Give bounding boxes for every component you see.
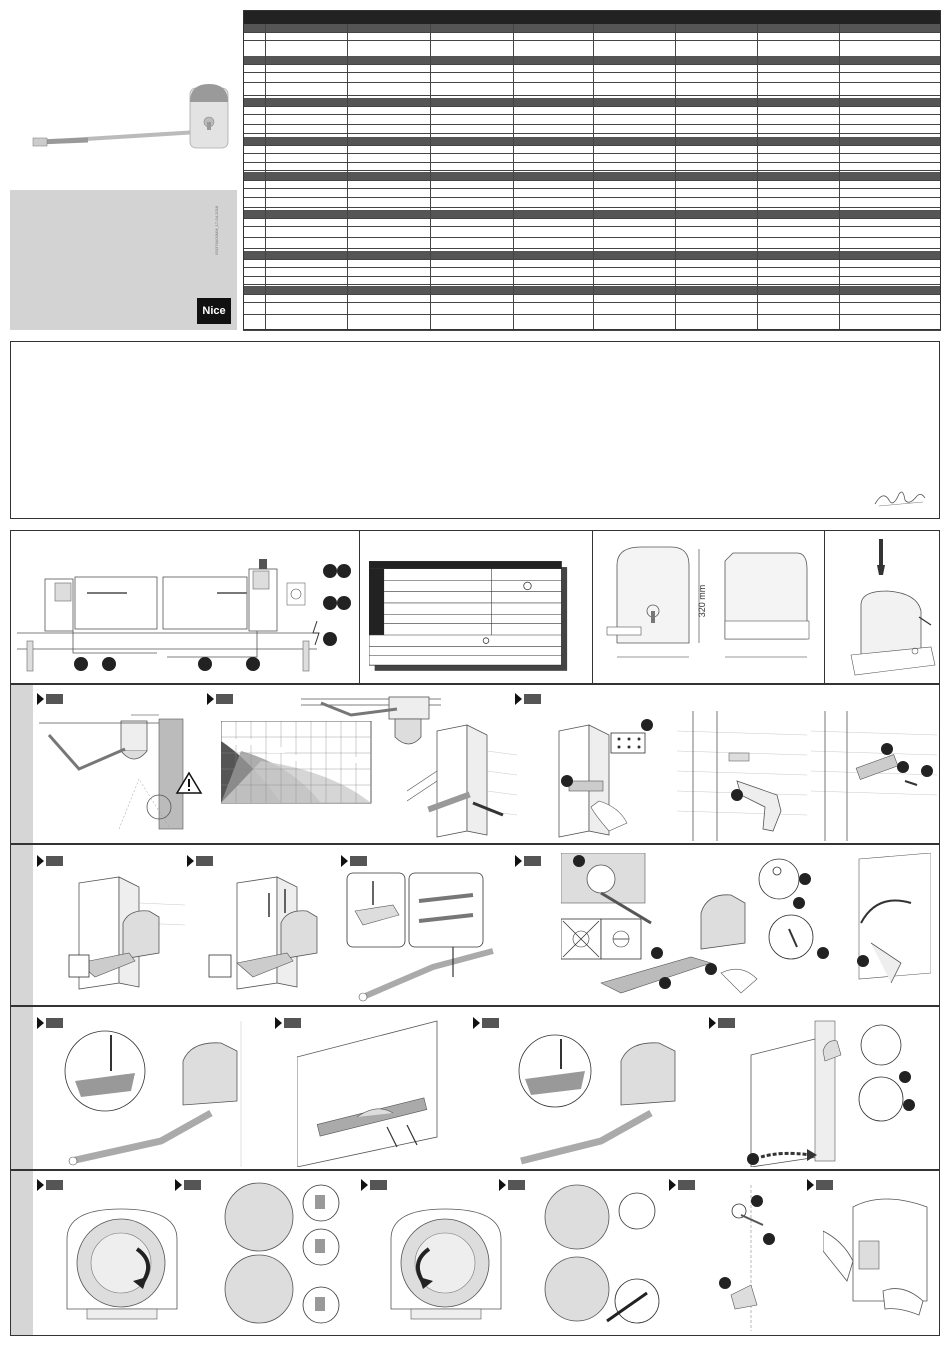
arm-pin-illustration — [51, 1021, 271, 1167]
step-marker — [709, 1017, 735, 1029]
unlock-illustration — [561, 853, 931, 1003]
installation-row-1 — [10, 684, 940, 844]
step-marker — [515, 693, 541, 705]
step-marker — [499, 1179, 525, 1191]
lock-illustration — [701, 1185, 791, 1331]
step-marker — [37, 1179, 63, 1191]
limit-disc-open-illustration — [57, 1199, 187, 1329]
bracket-marking-illustration — [539, 711, 659, 841]
bracket-fixing-illustration — [811, 711, 937, 841]
height-dimension-label: 320 mm — [697, 584, 707, 618]
arm-clearance-illustration — [39, 709, 207, 839]
row-stripe — [11, 685, 33, 843]
step-marker — [207, 693, 233, 705]
table-frame — [243, 10, 941, 330]
step-marker — [175, 1179, 201, 1191]
row-stripe — [11, 1007, 33, 1169]
limit-setting-illustration — [211, 1181, 351, 1331]
brand-logo: Nice — [197, 298, 231, 324]
wrench-icon — [721, 969, 757, 993]
spec-table — [243, 10, 941, 330]
drilling-illustration — [677, 711, 807, 841]
declaration-box — [10, 341, 940, 519]
row-stripe — [11, 845, 33, 1005]
step-marker — [807, 1179, 833, 1191]
gate-overview-illustration — [17, 541, 355, 681]
signature — [869, 486, 929, 510]
limit-fine-tune-illustration — [537, 1181, 667, 1331]
installation-row-2 — [10, 844, 940, 1006]
limit-disc-close-illustration — [381, 1199, 511, 1329]
motor-screws-illustration — [197, 873, 343, 1003]
step-marker — [341, 855, 367, 867]
adjustment-row — [10, 1170, 940, 1336]
step-marker — [361, 1179, 387, 1191]
cover-refit-illustration — [823, 1191, 937, 1331]
table-row-line — [243, 330, 941, 331]
bracket-position-illustration — [407, 711, 517, 841]
step-marker — [37, 855, 63, 867]
step-marker — [515, 855, 541, 867]
row-stripe — [11, 1171, 33, 1335]
gate-bracket-illustration — [297, 1017, 467, 1167]
info-panel — [10, 190, 237, 330]
drill-icon — [737, 781, 781, 831]
document-code: IS0376A00MM_17-04-2018 — [214, 205, 219, 255]
arm-assembly-illustration — [343, 871, 513, 1003]
cover-removal-illustration — [831, 535, 937, 681]
release-test-illustration — [741, 1015, 937, 1167]
step-marker — [37, 693, 63, 705]
installation-row-3 — [10, 1006, 940, 1170]
step-marker — [473, 1017, 499, 1029]
motor-mounting-illustration — [39, 873, 185, 1003]
overview-row — [10, 530, 940, 684]
step-marker — [669, 1179, 695, 1191]
product-illustration — [18, 70, 233, 170]
kit-contents-table — [369, 559, 569, 677]
arm-fixing-illustration — [501, 1021, 701, 1167]
step-marker — [187, 855, 213, 867]
dimensions-illustration — [601, 539, 821, 679]
